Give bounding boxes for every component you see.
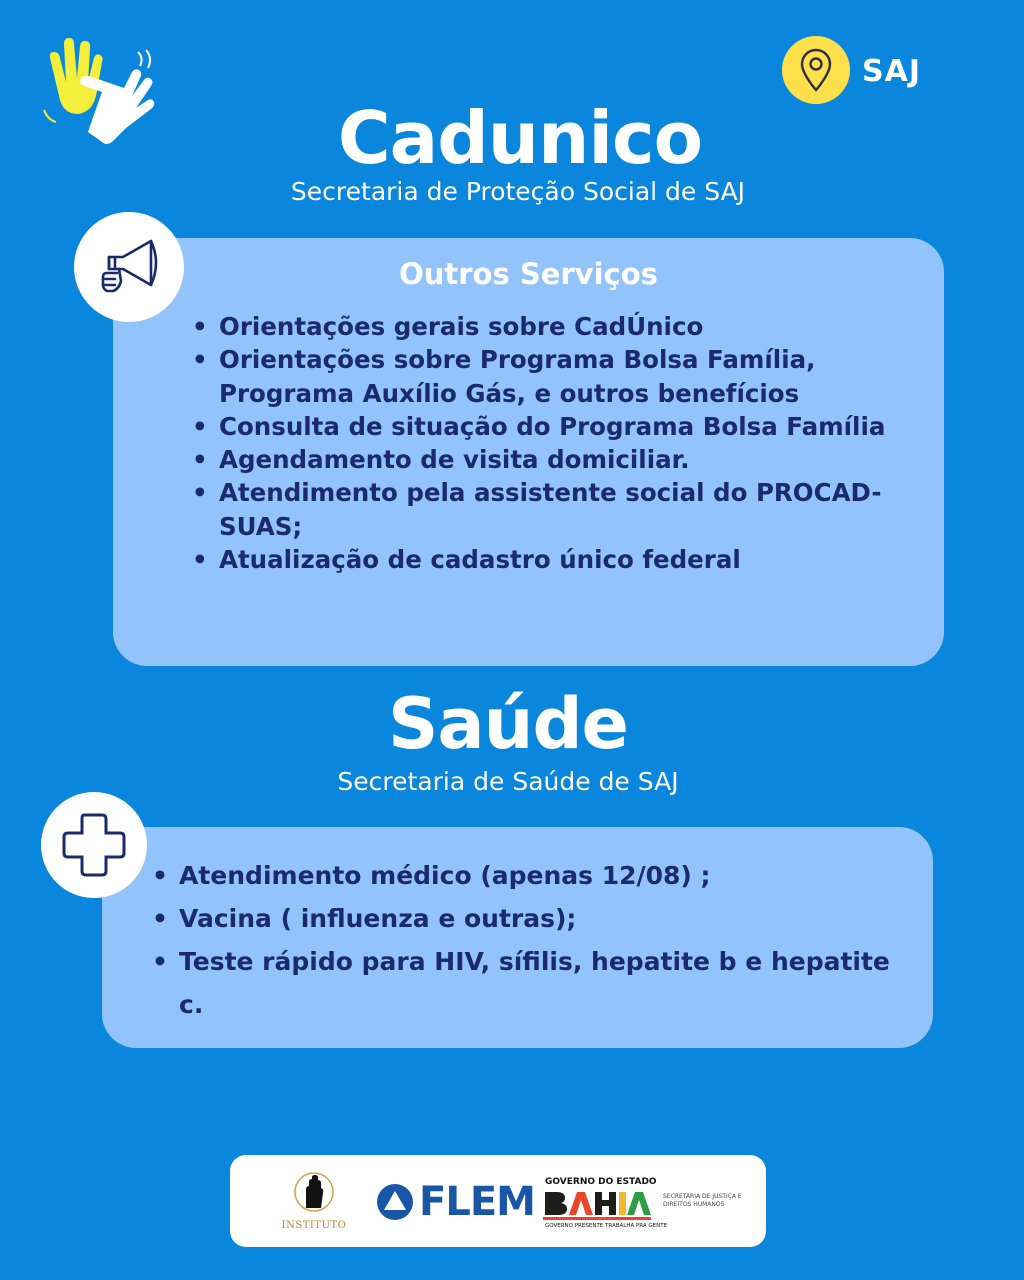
bahia-slogan-label: GOVERNO PRESENTE TRABALHA PRA GENTE <box>545 1223 668 1229</box>
saude-subtitle: Secretaria de Saúde de SAJ <box>337 767 679 796</box>
list-item: • Teste rápido para HIV, sífilis, hepatite b e hepatite c. <box>150 940 910 1026</box>
list-item: • Vacina ( influenza e outras); <box>150 897 910 940</box>
saude-services-list <box>150 854 910 1026</box>
megaphone-badge <box>74 212 184 322</box>
list-item: • Orientações gerais sobre CadÚnico <box>190 310 910 343</box>
list-item: • Consulta de situação do Programa Bolsa Família <box>190 410 910 443</box>
instituto-label: INSTITUTO <box>281 1220 347 1231</box>
list-item: • Atendimento pela assistente social do PROCAD-SUAS; <box>190 476 910 543</box>
location-label: SAJ <box>862 54 921 89</box>
cadunico-title: Cadunico <box>337 96 703 180</box>
list-item: • Orientações sobre Programa Bolsa Família, Programa Auxílio Gás, e outros benefícios <box>190 343 910 410</box>
megaphone-icon <box>89 227 169 307</box>
secretaria-label: SECRETARIA DE JUSTIÇA E DIREITOS HUMANOS <box>663 1193 742 1208</box>
flem-triangle-icon <box>375 1182 415 1222</box>
cadunico-subtitle: Secretaria de Proteção Social de SAJ <box>290 177 746 206</box>
medical-cross-icon <box>56 807 132 883</box>
saude-title: Saúde <box>387 683 629 765</box>
list-item: • Agendamento de visita domiciliar. <box>190 443 910 476</box>
health-cross-badge <box>41 792 147 898</box>
cadunico-card-title: Outros Serviços <box>399 257 658 291</box>
location-pin-icon <box>782 36 850 104</box>
list-item: • Atendimento médico (apenas 12/08) ; <box>150 854 910 897</box>
flem-logo <box>375 1180 535 1224</box>
bahia-top-label: GOVERNO DO ESTADO <box>545 1177 657 1187</box>
cadunico-services-list <box>190 310 910 576</box>
list-item: • Atualização de cadastro único federal <box>190 543 910 576</box>
flem-label: FLEM <box>419 1179 535 1225</box>
